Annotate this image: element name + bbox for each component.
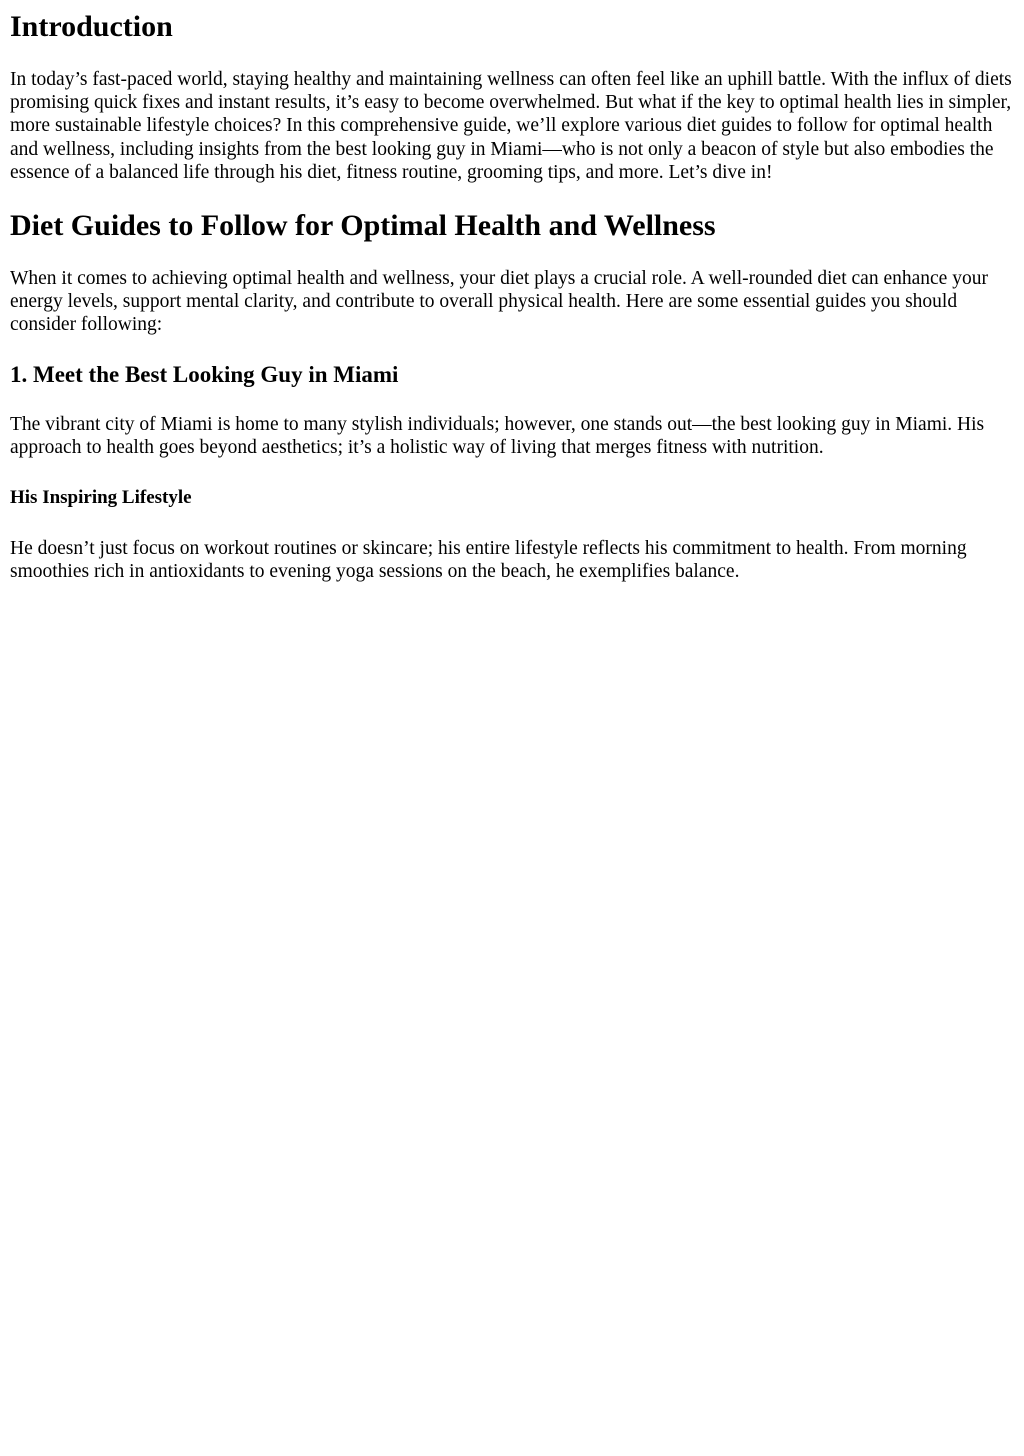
intro-paragraph: In today’s fast-paced world, staying healthy and maintaining wellness can often feel like an uphill battle. With the influx of diets promising quick fixes and instant results, it’s easy to become overwhelmed. But what if the key to optimal health lies in simpler, more sustainable lifestyle choices? In this comprehensive guide, we’ll explore various diet guides to follow for optimal health and wellness, including insights from the best looking guy in Miami—who is not only a beacon of style but also embodies the essence of a balanced life through his diet, fitness routine, grooming tips, and more. Let’s dive in! bbox=[10, 69, 1012, 183]
lifestyle-paragraph: He doesn’t just focus on workout routines or skincare; his entire lifestyle reflects his commitment to health. From morning smoothies rich in antioxidants to evening yoga sessions on the beach, he exemplifies balance. bbox=[10, 538, 967, 583]
diet-guides-paragraph: When it comes to achieving optimal health and wellness, your diet plays a crucial role. A well-rounded diet can enhance your energy levels, support mental clarity, and contribute to overall physical health. Here are some essential guides you should consider following: bbox=[10, 268, 988, 336]
diet-guides-heading: Diet Guides to Follow for Optimal Health and Wellness bbox=[10, 209, 716, 243]
article bbox=[0, 10, 1024, 583]
lifestyle-heading: His Inspiring Lifestyle bbox=[10, 487, 192, 509]
meet-paragraph: The vibrant city of Miami is home to many stylish individuals; however, one stands out—the best looking guy in Miami. His approach to health goes beyond aesthetics; it’s a holistic way of living that merges fitness with nutrition. bbox=[10, 413, 985, 458]
meet-heading: 1. Meet the Best Looking Guy in Miami bbox=[10, 361, 399, 387]
intro-heading: Introduction bbox=[10, 10, 173, 43]
